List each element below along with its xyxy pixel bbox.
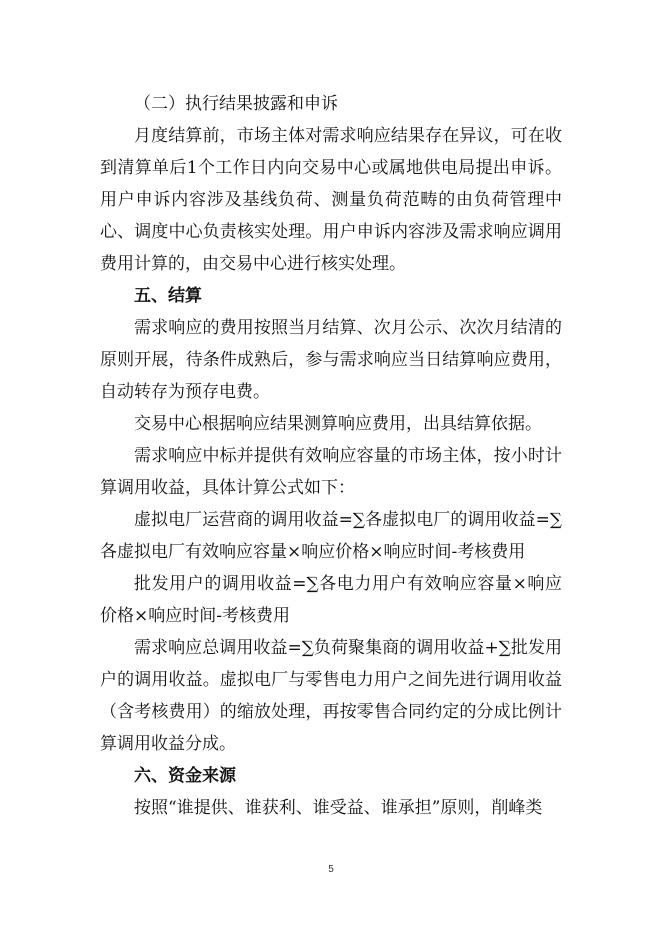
section-heading-settlement: 五、结算 (134, 286, 202, 306)
section-heading-funding: 六、资金来源 (134, 766, 236, 786)
formula-total-revenue: 需求响应总调用收益=∑负荷聚集商的调用收益+∑批发用户的调用收益。虚拟电厂与零售电力用户之间先进行调用收益（含考核费用）的缩放处理，再按零售合同约定的分成比例计算调用收益分成。 (100, 638, 562, 754)
formula-vpp-revenue: 虚拟电厂运营商的调用收益=∑各虚拟电厂的调用收益=∑各虚拟电厂有效响应容量×响应价格×响应时间-考核费用 (100, 510, 562, 562)
paragraph-trading-center: 交易中心根据响应结果测算响应费用，出具结算依据。 (134, 414, 542, 434)
document-body (100, 88, 562, 824)
paragraph-funding-principle: 按照“谁提供、谁获利、谁受益、谁承担”原则，削峰类 (134, 798, 543, 818)
paragraph-settlement-principle: 需求响应的费用按照当月结算、次月公示、次次月结清的原则开展，待条件成熟后，参与需求响应当日结算响应费用，自动转存为预存电费。 (100, 318, 562, 402)
formula-wholesale-revenue: 批发用户的调用收益=∑各电力用户有效响应容量×响应价格×响应时间-考核费用 (100, 574, 562, 626)
page-number: 5 (328, 864, 334, 875)
paragraph-appeal: 月度结算前，市场主体对需求响应结果存在异议，可在收到清算单后1个工作日内向交易中心或属地供电局提出申诉。用户申诉内容涉及基线负荷、测量负荷范畴的由负荷管理中心、调度中心负责核实处理。用户申诉内容涉及需求响应调用费用计算的，由交易中心进行核实处理。 (100, 126, 562, 274)
section-subheading-disclosure: （二）执行结果披露和申诉 (134, 94, 338, 114)
paragraph-hourly-revenue: 需求响应中标并提供有效响应容量的市场主体，按小时计算调用收益，具体计算公式如下： (100, 446, 562, 498)
